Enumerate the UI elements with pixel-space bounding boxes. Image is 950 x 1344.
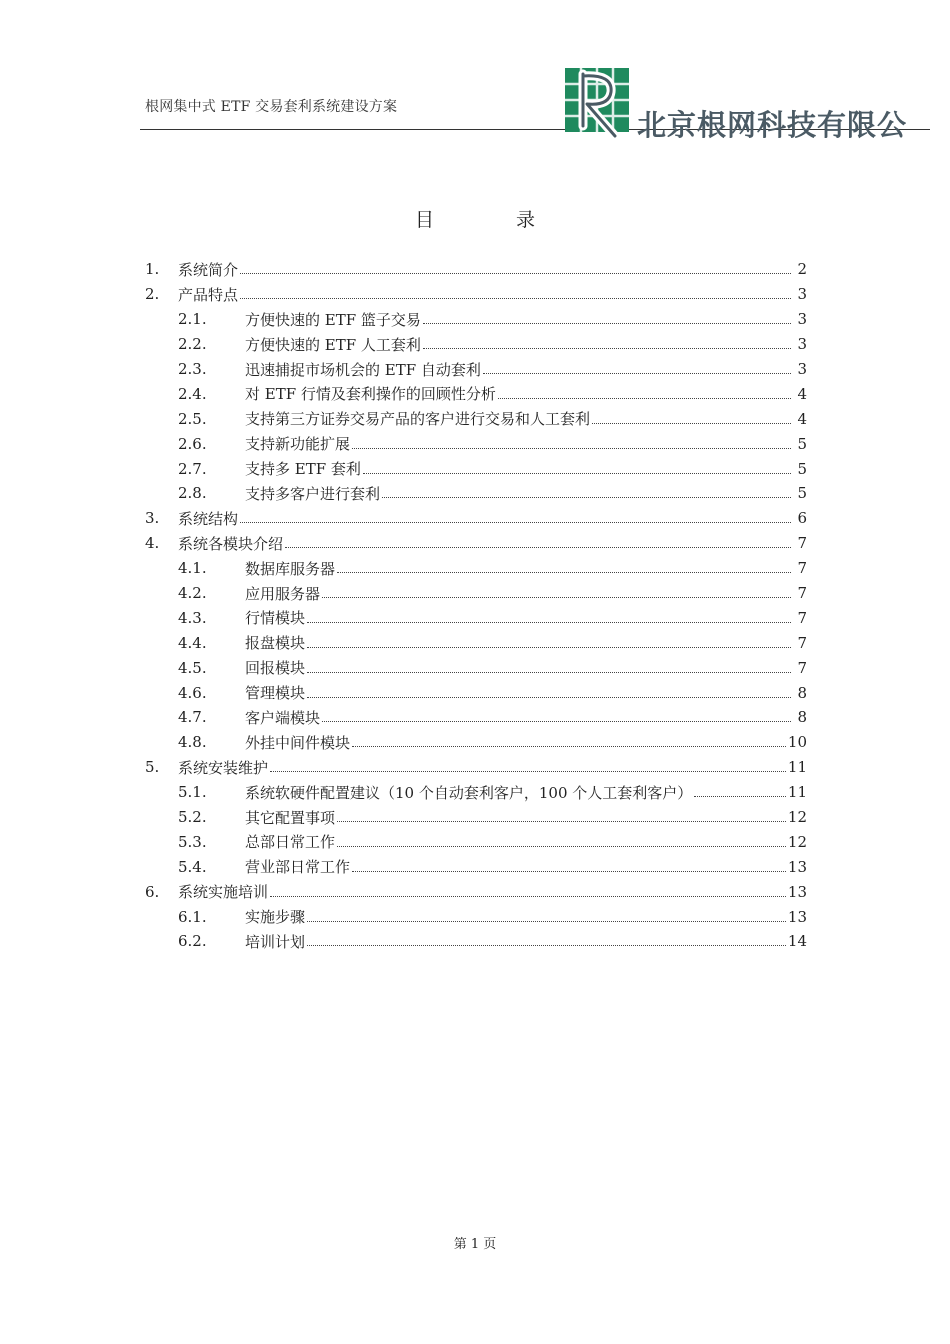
toc-entry-number: 6. <box>145 882 160 901</box>
toc-entry-number: 5.4. <box>178 857 207 876</box>
toc-entry-page: 5 <box>797 434 807 453</box>
company-logo <box>565 68 950 143</box>
toc-entry-number: 4.6. <box>178 683 207 702</box>
toc-entry-number: 2.6. <box>178 434 207 453</box>
toc-dot-leader <box>382 482 791 498</box>
toc-entry[interactable] <box>145 854 807 879</box>
toc-entry-page: 2 <box>797 260 807 279</box>
toc-entry[interactable] <box>145 456 807 481</box>
toc-entry[interactable] <box>145 332 807 357</box>
toc-entry-page: 4 <box>797 384 807 403</box>
toc-entry-number: 3. <box>145 509 160 528</box>
toc-entry-number: 2.7. <box>178 459 207 478</box>
toc-entry-title: 支持第三方证券交易产品的客户进行交易和人工套利 <box>245 410 591 429</box>
toc-entry-page: 7 <box>797 584 807 603</box>
toc-entry-number: 1. <box>145 260 160 279</box>
toc-entry[interactable] <box>145 531 807 556</box>
toc-entry-title: 管理模块 <box>245 684 306 703</box>
table-of-contents <box>145 257 807 954</box>
toc-entry-page: 4 <box>797 409 807 428</box>
toc-entry-page: 14 <box>787 932 807 951</box>
toc-entry-number: 4.5. <box>178 658 207 677</box>
toc-entry-title: 方便快速的 ETF 人工套利 <box>245 335 421 354</box>
toc-entry-page: 7 <box>797 559 807 578</box>
toc-entry[interactable] <box>145 431 807 456</box>
toc-entry-page: 6 <box>797 509 807 528</box>
toc-entry[interactable] <box>145 556 807 581</box>
toc-entry-page: 11 <box>787 758 807 777</box>
toc-entry-title: 方便快速的 ETF 篮子交易 <box>245 310 421 329</box>
toc-entry-title: 系统各模块介绍 <box>178 534 284 553</box>
toc-dot-leader <box>307 632 791 648</box>
toc-entry-title: 对 ETF 行情及套利操作的回顾性分析 <box>245 385 496 404</box>
toc-entry-title: 支持多 ETF 套利 <box>245 460 361 479</box>
toc-entry-page: 3 <box>797 310 807 329</box>
toc-entry[interactable] <box>145 730 807 755</box>
toc-dot-leader <box>307 682 791 698</box>
toc-entry-title: 系统实施培训 <box>178 883 269 902</box>
toc-entry-page: 3 <box>797 285 807 304</box>
page-number: 第 1 页 <box>453 1237 497 1252</box>
toc-dot-leader <box>352 856 786 872</box>
toc-entry-number: 4.8. <box>178 733 207 752</box>
toc-entry[interactable] <box>145 605 807 630</box>
toc-entry[interactable] <box>145 406 807 431</box>
toc-entry-page: 12 <box>787 808 807 827</box>
toc-entry-page: 7 <box>797 658 807 677</box>
toc-entry-number: 2.2. <box>178 335 207 354</box>
toc-dot-leader <box>694 781 786 797</box>
toc-entry-title: 行情模块 <box>245 609 306 628</box>
toc-dot-leader <box>592 408 791 424</box>
toc-entry-title: 客户端模块 <box>245 708 321 727</box>
toc-entry[interactable] <box>145 655 807 680</box>
toc-dot-leader <box>423 308 791 324</box>
toc-dot-leader <box>270 756 786 772</box>
toc-entry-number: 5.3. <box>178 832 207 851</box>
toc-entry[interactable] <box>145 755 807 780</box>
toc-entry[interactable] <box>145 879 807 904</box>
toc-entry[interactable] <box>145 506 807 531</box>
toc-entry[interactable] <box>145 929 807 954</box>
toc-dot-leader <box>322 706 791 722</box>
toc-entry-title: 外挂中间件模块 <box>245 733 351 752</box>
toc-dot-leader <box>483 358 791 374</box>
toc-entry-number: 4.2. <box>178 584 207 603</box>
toc-dot-leader <box>240 258 791 274</box>
toc-dot-leader <box>240 507 791 523</box>
toc-entry-number: 4.1. <box>178 559 207 578</box>
toc-entry-number: 6.1. <box>178 907 207 926</box>
toc-entry-title: 其它配置事项 <box>245 808 336 827</box>
toc-entry-number: 4. <box>145 534 160 553</box>
toc-dot-leader <box>337 831 786 847</box>
toc-entry-title: 支持多客户进行套利 <box>245 484 381 503</box>
document-title: 根网集中式 ETF 交易套利系统建设方案 <box>145 99 398 115</box>
toc-entry-page: 7 <box>797 534 807 553</box>
toc-entry-number: 5.2. <box>178 808 207 827</box>
toc-entry[interactable] <box>145 680 807 705</box>
toc-entry-page: 5 <box>797 459 807 478</box>
toc-dot-leader <box>285 532 791 548</box>
toc-entry-number: 2. <box>145 285 160 304</box>
toc-dot-leader <box>322 582 791 598</box>
toc-dot-leader <box>307 657 791 673</box>
toc-entry-title: 产品特点 <box>178 285 239 304</box>
toc-entry[interactable] <box>145 282 807 307</box>
toc-entry-title: 支持新功能扩展 <box>245 435 351 454</box>
toc-entry-number: 2.3. <box>178 360 207 378</box>
toc-entry[interactable] <box>145 630 807 655</box>
toc-entry[interactable] <box>145 381 807 406</box>
toc-entry-title: 数据库服务器 <box>245 559 336 578</box>
toc-entry-title: 系统结构 <box>178 509 239 528</box>
toc-entry-title: 迅速捕捉市场机会的 ETF 自动套利 <box>245 360 481 379</box>
toc-entry-page: 7 <box>797 633 807 652</box>
toc-dot-leader <box>423 333 791 349</box>
toc-entry[interactable] <box>145 357 807 382</box>
toc-dot-leader <box>337 557 791 573</box>
toc-entry-title: 系统简介 <box>178 260 239 279</box>
toc-entry-page: 13 <box>787 857 807 876</box>
toc-entry-page: 12 <box>787 832 807 851</box>
toc-entry-number: 2.4. <box>178 384 207 403</box>
toc-dot-leader <box>498 383 791 399</box>
toc-entry[interactable] <box>145 705 807 730</box>
toc-entry-title: 系统安装维护 <box>178 758 269 777</box>
toc-entry[interactable] <box>145 805 807 830</box>
toc-entry-number: 2.5. <box>178 409 207 428</box>
toc-entry-number: 2.8. <box>178 484 207 503</box>
toc-entry[interactable] <box>145 581 807 606</box>
toc-entry-page: 5 <box>797 484 807 503</box>
toc-entry-page: 7 <box>797 608 807 627</box>
toc-entry-title: 营业部日常工作 <box>245 858 351 877</box>
toc-entry[interactable] <box>145 257 807 282</box>
toc-entry-number: 5. <box>145 758 160 777</box>
toc-entry-page: 11 <box>787 783 807 802</box>
toc-entry-number: 5.1. <box>178 783 207 802</box>
toc-entry-number: 4.4. <box>178 633 207 652</box>
toc-entry-number: 2.1. <box>178 310 207 329</box>
toc-entry-number: 6.2. <box>178 932 207 951</box>
toc-heading: 目 录 <box>414 209 574 231</box>
toc-dot-leader <box>352 433 791 449</box>
toc-entry-page: 3 <box>797 335 807 354</box>
toc-entry-page: 8 <box>797 683 807 702</box>
toc-dot-leader <box>307 906 786 922</box>
toc-entry-title: 回报模块 <box>245 659 306 678</box>
toc-dot-leader <box>337 806 786 822</box>
toc-entry-page: 13 <box>787 882 807 901</box>
toc-entry-title: 应用服务器 <box>245 584 321 603</box>
toc-entry-number: 4.3. <box>178 608 207 627</box>
toc-dot-leader <box>352 731 786 747</box>
toc-entry[interactable] <box>145 481 807 506</box>
toc-entry-page: 10 <box>787 733 807 752</box>
toc-entry-title: 总部日常工作 <box>245 833 336 852</box>
toc-entry[interactable] <box>145 904 807 929</box>
toc-entry-title: 报盘模块 <box>245 634 306 653</box>
toc-dot-leader <box>363 458 791 474</box>
toc-dot-leader <box>240 283 791 299</box>
toc-entry-page: 3 <box>797 360 807 378</box>
toc-entry-page: 13 <box>787 907 807 926</box>
company-name: 北京根网科技有限公 <box>637 108 908 142</box>
toc-entry-page: 8 <box>797 708 807 727</box>
toc-entry-title: 培训计划 <box>245 932 306 951</box>
toc-entry-title: 系统软硬件配置建议（10 个自动套利客户，100 个人工套利客户） <box>245 783 693 802</box>
toc-entry[interactable] <box>145 780 807 805</box>
toc-dot-leader <box>307 607 791 623</box>
toc-entry-title: 实施步骤 <box>245 908 306 927</box>
toc-dot-leader <box>270 881 786 897</box>
toc-entry[interactable] <box>145 829 807 854</box>
toc-entry[interactable] <box>145 307 807 332</box>
toc-entry-number: 4.7. <box>178 708 207 727</box>
toc-dot-leader <box>307 930 786 946</box>
company-logo-r-icon <box>565 68 629 139</box>
